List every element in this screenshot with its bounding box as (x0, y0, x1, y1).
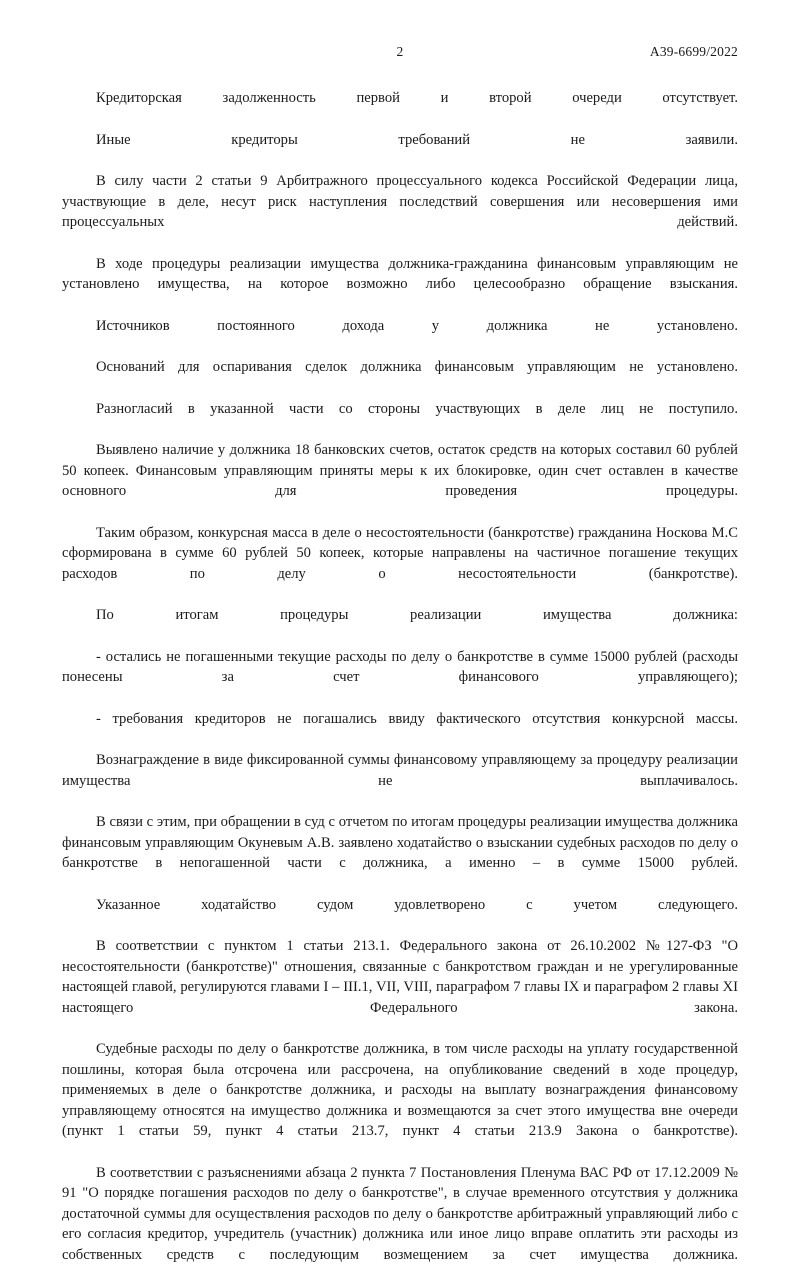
case-number: А39-6699/2022 (649, 44, 738, 59)
paragraph: Указанное ходатайство судом удовлетворено с учетом следующего. (96, 896, 738, 913)
paragraph: В соответствии с пунктом 1 статьи 213.1. Федерального закона от 26.10.2002 №127-ФЗ "О несостоятельности (банкротстве)" отношения, связанные с банкротством граждан и не урегулированные настоящей главой, регулируются главами I – III.1, VII, VIII, параграфом 7 главы IX и параграфом 2 главы XI настоящего Федерального закона. (62, 938, 738, 1016)
paragraph: По итогам процедуры реализации имущества должника: (96, 607, 738, 623)
paragraph: Таким образом, конкурсная масса в деле о несостоятельности (банкротстве) гражданина Носкова М.С сформирована в сумме 60 рублей 50 копеек, которые направлены на частичное погашение текущих расходов по делу о несостоятельности (банкротстве). (62, 524, 738, 582)
paragraph: Выявлено наличие у должника 18 банковских счетов, остаток средств на которых составил 60 рублей 50 копеек. Финансовым управляющим приняты меры к их блокировке, один счет оставлен в качестве основного для проведения процедуры. (62, 442, 738, 499)
document-body (62, 88, 738, 1286)
paragraph: В силу части 2 статьи 9 Арбитражного процессуального кодекса Российской Федерации лица, участвующие в деле, несут риск наступления последствий совершения или несовершения ими процессуальных действий. (62, 173, 738, 230)
paragraph: Разногласий в указанной части со стороны участвующих в деле лиц не поступило. (96, 400, 738, 417)
paragraph: Оснований для оспаривания сделок должника финансовым управляющим не установлено. (96, 359, 738, 375)
page-number: 2 (396, 44, 404, 59)
paragraph: В ходе процедуры реализации имущества должника-гражданина финансовым управляющим не установлено имущества, на которое возможно либо целесообразно обращение взыскания. (62, 255, 738, 292)
paragraph: Иные кредиторы требований не заявили. (96, 131, 738, 148)
paragraph: В связи с этим, при обращении в суд с отчетом по итогам процедуры реализации имущества должника финансовым управляющим Окуневым А.В. заявлено ходатайство о взыскании судебных расходов по делу о банкротстве в непогашенной части с должника, а именно – в сумме 15000 рублей. (62, 814, 738, 871)
paragraph: Источников постоянного дохода у должника не установлено. (96, 317, 738, 334)
paragraph: Судебные расходы по делу о банкротстве должника, в том числе расходы на уплату государственной пошлины, которая была отсрочена или рассрочена, на опубликование сведений в ходе процедур, применяемых в деле о банкротстве должника, и расходы на выплату вознаграждения финансовому управляющему относятся на имущество должника и возмещаются за счет этого имущества вне очереди (пункт 1 статьи 59, пункт 4 статьи 213.7, пункт 4 статьи 213.9 Закона о банкротстве). (62, 1041, 738, 1139)
paragraph: - остались не погашенными текущие расходы по делу о банкротстве в сумме 15000 рублей (расходы понесены за счет финансового управляющего); (62, 648, 738, 685)
paragraph: - требования кредиторов не погашались ввиду фактического отсутствия конкурсной массы. (96, 710, 738, 727)
paragraph: Вознаграждение в виде фиксированной суммы финансовому управляющему за процедуру реализации имущества не выплачивалось. (62, 752, 738, 789)
page-header (62, 44, 738, 70)
paragraph: В соответствии с разъяснениями абзаца 2 пункта 7 Постановления Пленума ВАС РФ от 17.12.2009 № 91 "О порядке погашения расходов по делу о банкротстве", в случае временного отсутствия у должника достаточной суммы для осуществления расходов по делу о банкротстве арбитражный управляющий либо с его согласия кредитор, учредитель (участник) должника или иное лицо вправе оплатить эти расходы из собственных средств с последующим возмещением за счет имущества должника. (62, 1164, 738, 1263)
paragraph: Кредиторская задолженность первой и второй очереди отсутствует. (96, 90, 738, 106)
